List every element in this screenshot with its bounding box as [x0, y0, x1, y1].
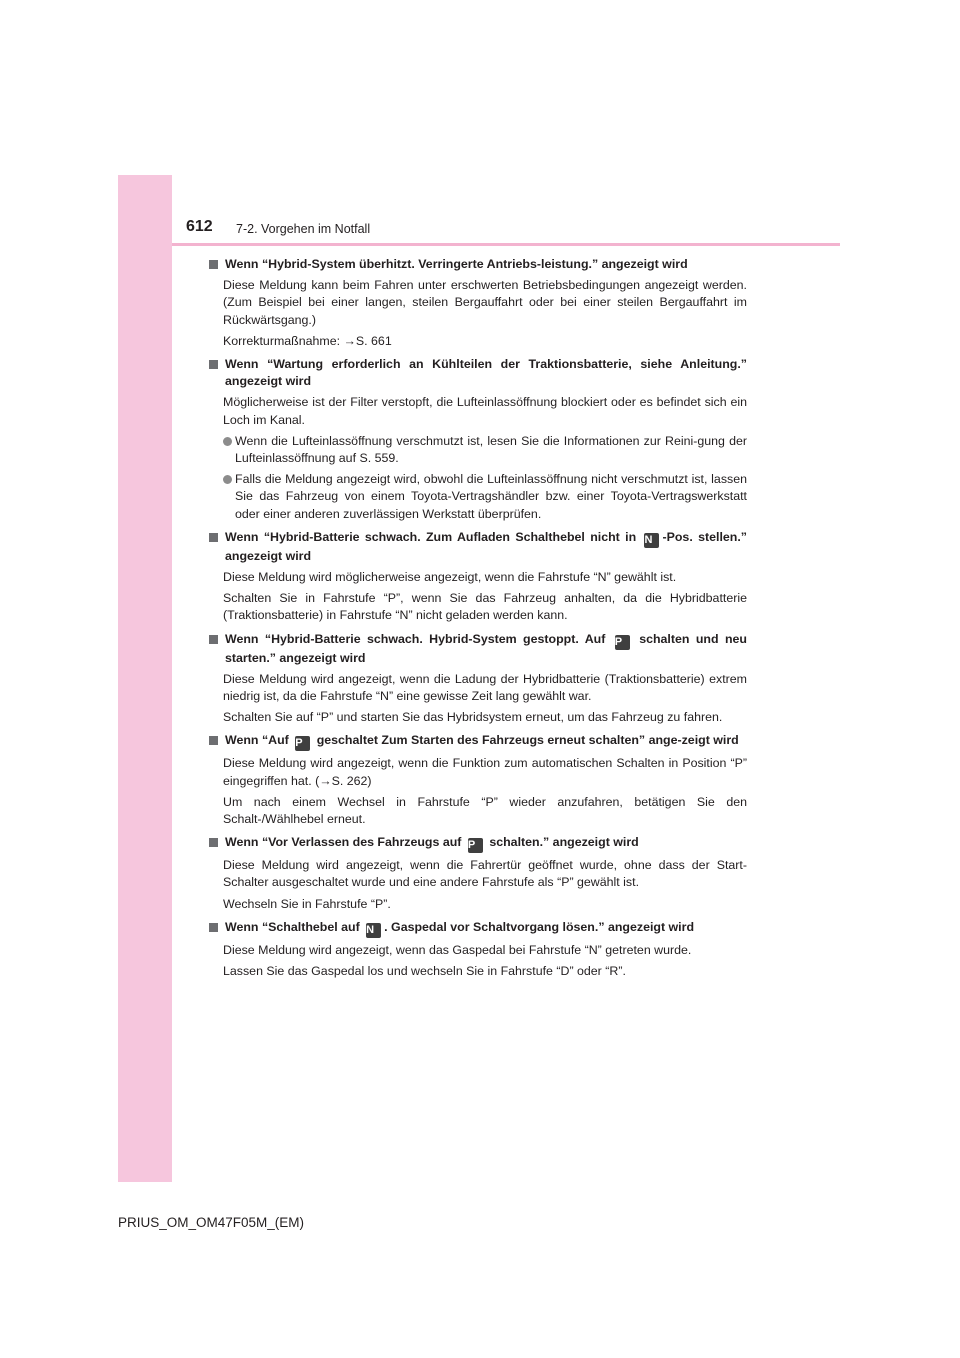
square-bullet-icon: [209, 923, 221, 932]
shift-n-icon: N: [644, 533, 659, 548]
list-item: Falls die Meldung angezeigt wird, obwohl die Lufteinlassöffnung nicht verschmutzt ist, lassen Sie das Fahrzeug von einem Toyota-Vertragshändler bzw. einer Toyota-Vertragswerkstatt oder einer anderen zuverlässigen Werkstatt überprüfen.: [223, 471, 747, 523]
shift-n-icon: N: [366, 923, 381, 938]
side-margin-band: [118, 175, 172, 1182]
square-bullet-icon: [209, 533, 221, 542]
list-item: Wenn die Lufteinlassöffnung verschmutzt ist, lesen Sie die Informationen zur Reini-gung der Lufteinlassöffnung auf S. 559.: [223, 433, 747, 467]
block-heading: Wenn “Vor Verlassen des Fahrzeugs auf P schalten.” angezeigt wird: [209, 834, 747, 853]
paragraph: Diese Meldung wird angezeigt, wenn die Ladung der Hybridbatterie (Traktionsbatterie) extrem niedrig ist, da die Fahrstufe “N” eine gewisse Zeit lang gewählt war.: [223, 671, 747, 704]
shift-p-icon: P: [468, 838, 483, 853]
block-heading: Wenn “Auf P geschaltet Zum Starten des Fahrzeugs erneut schalten” ange-zeigt wird: [209, 732, 747, 751]
paragraph: Um nach einem Wechsel in Fahrstufe “P” wieder anzufahren, betätigen Sie den Schalt-/Wählhebel erneut.: [223, 794, 747, 827]
square-bullet-icon: [209, 736, 221, 745]
square-bullet-icon: [209, 635, 221, 644]
block-heading: Wenn “Hybrid-Batterie schwach. Zum Aufladen Schalthebel nicht in N -Pos. stellen.” angezeigt wird: [209, 529, 747, 565]
paragraph: Diese Meldung wird angezeigt, wenn die Fahrertür geöffnet wurde, ohne dass der Start-Schalter ausgeschaltet wurde und eine andere Fahrstufe als “P” gewählt ist.: [223, 858, 747, 890]
paragraph: Schalten Sie in Fahrstufe “P”, wenn Sie das Fahrzeug anhalten, da die Hybridbatterie (Traktionsbatterie) in Fahrstufe “N” nicht geladen werden kann.: [223, 591, 747, 623]
block-heading: Wenn “Wartung erforderlich an Kühlteilen der Traktionsbatterie, siehe Anleitung.” angezeigt wird: [209, 356, 747, 390]
square-bullet-icon: [209, 260, 221, 269]
block-heading: Wenn “Hybrid-System überhitzt. Verringerte Antriebs-leistung.” angezeigt wird: [209, 256, 747, 273]
paragraph: Diese Meldung wird angezeigt, wenn die Funktion zum automatischen Schalten in Position “P” eingegriffen hat. (→S. 262): [223, 756, 747, 788]
shift-p-icon: P: [295, 736, 310, 751]
paragraph: Diese Meldung kann beim Fahren unter erschwerten Betriebsbedingungen angezeigt werden. (Zum Beispiel bei einer langen, steilen Bergauffahrt oder bei einer steilen Bergauffahrt im Rückwärtsgang.): [223, 278, 747, 327]
square-bullet-icon: [209, 360, 221, 369]
paragraph: Wechseln Sie in Fahrstufe “P”.: [223, 896, 391, 911]
paragraph: Diese Meldung wird angezeigt, wenn das Gaspedal bei Fahrstufe “N” getreten wurde.: [223, 942, 692, 957]
header-rule: [172, 243, 840, 246]
page-content: [209, 256, 747, 980]
block-heading: Wenn “Hybrid-Batterie schwach. Hybrid-System gestoppt. Auf P schalten und neu starten.” angezeigt wird: [209, 631, 747, 667]
square-bullet-icon: [209, 838, 221, 847]
circle-bullet-icon: [223, 437, 235, 446]
shift-p-icon: P: [615, 635, 630, 650]
paragraph: Diese Meldung wird möglicherweise angezeigt, wenn die Fahrstufe “N” gewählt ist.: [223, 570, 677, 585]
paragraph: Möglicherweise ist der Filter verstopft, die Lufteinlassöffnung blockiert oder es befindet sich ein Loch im Kanal.: [223, 395, 747, 427]
paragraph: Lassen Sie das Gaspedal los und wechseln Sie in Fahrstufe “D” oder “R”.: [223, 964, 626, 979]
page-number: 612: [186, 218, 213, 235]
block-heading: Wenn “Schalthebel auf N . Gaspedal vor Schaltvorgang lösen.” angezeigt wird: [209, 919, 747, 938]
paragraph: Korrekturmaßnahme: →S. 661: [223, 333, 392, 348]
section-title: 7-2. Vorgehen im Notfall: [236, 222, 371, 236]
paragraph: Schalten Sie auf “P” und starten Sie das Hybridsystem erneut, um das Fahrzeug zu fahren.: [223, 710, 723, 725]
document-code: PRIUS_OM_OM47F05M_(EM): [118, 1215, 305, 1230]
circle-bullet-icon: [223, 475, 235, 484]
